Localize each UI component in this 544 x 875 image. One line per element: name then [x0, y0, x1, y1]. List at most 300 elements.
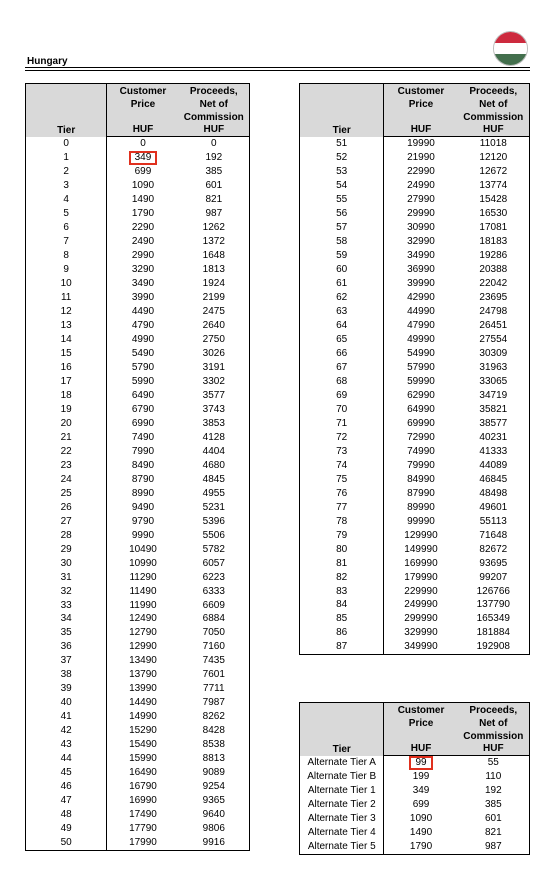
- tier-cell: 68: [300, 375, 384, 389]
- customer-price-header-line1: Customer: [397, 86, 445, 97]
- proceeds-cell: 55113: [479, 515, 507, 527]
- proceeds-cell: 16530: [479, 207, 508, 219]
- table-row: [300, 770, 530, 784]
- customer-price-cell: 1490: [409, 826, 433, 838]
- tier-cell: 31: [26, 571, 107, 585]
- table-row: [300, 640, 530, 654]
- price-table-tiers-51-87: [299, 83, 530, 655]
- table-row: [300, 487, 530, 501]
- customer-price-cell: 8990: [131, 487, 155, 499]
- tier-cell: 34: [26, 612, 107, 626]
- proceeds-cell: 93695: [479, 557, 508, 569]
- proceeds-cell: 4680: [202, 459, 225, 471]
- customer-price-cell: 199: [412, 771, 430, 782]
- tier-cell: 75: [300, 473, 384, 487]
- proceeds-header-line3: Commission: [463, 112, 524, 123]
- tier-cell: 30: [26, 557, 107, 571]
- table-row: [26, 263, 250, 277]
- tier-cell: 69: [300, 389, 384, 403]
- customer-price-cell: 72990: [407, 431, 435, 443]
- customer-price-cell: 22990: [407, 165, 435, 177]
- proceeds-cell: 34719: [479, 389, 508, 401]
- proceeds-cell: 24798: [479, 305, 508, 317]
- tier-cell: 48: [26, 808, 107, 822]
- table-row: [26, 417, 250, 431]
- proceeds-cell: 40231: [479, 431, 508, 443]
- customer-price-cell: 4490: [131, 305, 155, 317]
- customer-price-header: [384, 84, 458, 125]
- tier-header: Tier: [26, 84, 107, 137]
- customer-price-cell: 6790: [131, 403, 155, 415]
- tier-cell: 8: [26, 249, 107, 263]
- tier-cell: 86: [300, 626, 384, 640]
- table-row: [300, 798, 530, 812]
- proceeds-cell: 9806: [202, 823, 225, 835]
- customer-price-cell: 27990: [407, 193, 435, 205]
- customer-price-cell: 6990: [131, 417, 155, 429]
- customer-price-cell: 5790: [131, 361, 155, 373]
- customer-price-cell: [107, 151, 179, 165]
- customer-price-cell: 64990: [407, 403, 435, 415]
- table-row: [300, 445, 530, 459]
- proceeds-header-line1: Proceeds,: [469, 705, 518, 716]
- customer-price-cell: 169990: [404, 557, 438, 569]
- tier-cell: 20: [26, 417, 107, 431]
- table-row: [26, 305, 250, 319]
- tier-cell: 63: [300, 305, 384, 319]
- table-row: [300, 151, 530, 165]
- customer-price-cell: 19990: [407, 138, 435, 149]
- tier-cell: 21: [26, 431, 107, 445]
- proceeds-cell: 22042: [479, 277, 508, 289]
- table-row: [26, 375, 250, 389]
- proceeds-cell: 385: [484, 798, 502, 810]
- proceeds-cell: 9254: [202, 781, 225, 793]
- customer-price-cell: 24990: [407, 179, 435, 191]
- table-row: [300, 585, 530, 599]
- table-row: [26, 696, 250, 710]
- tier-cell: 47: [26, 794, 107, 808]
- proceeds-cell: 71648: [479, 529, 508, 541]
- proceeds-cell: 181884: [476, 627, 510, 639]
- table-row: [26, 557, 250, 571]
- tier-cell: Alternate Tier 1: [300, 784, 384, 798]
- table-row: [26, 151, 250, 165]
- customer-price-header-line2: Price: [408, 99, 434, 110]
- customer-price-cell: 3490: [131, 277, 155, 289]
- tier-cell: 60: [300, 263, 384, 277]
- customer-price-cell: 8790: [131, 473, 155, 485]
- table-row: [300, 235, 530, 249]
- table-row: [26, 291, 250, 305]
- table-row: [300, 389, 530, 403]
- proceeds-cell: 6223: [202, 571, 225, 583]
- table-row: [300, 756, 530, 771]
- customer-price-cell: 1790: [131, 207, 155, 219]
- customer-price-cell: 15990: [129, 753, 157, 765]
- table-row: [26, 780, 250, 794]
- table-row: [300, 473, 530, 487]
- customer-price-cell: 15290: [129, 725, 157, 737]
- highlighted-price: 349: [129, 151, 158, 165]
- customer-price-cell: 349990: [404, 641, 438, 653]
- proceeds-cell: 9916: [202, 837, 225, 849]
- customer-price-cell: 9990: [131, 529, 155, 541]
- customer-price-cell: 44990: [407, 305, 435, 317]
- table-row: [300, 840, 530, 854]
- tier-cell: 64: [300, 319, 384, 333]
- proceeds-cell: 41333: [479, 445, 508, 457]
- customer-price-cell: 329990: [404, 627, 438, 639]
- title-rule-double: [25, 70, 530, 71]
- table-row: [26, 752, 250, 766]
- proceeds-cell: 110: [485, 771, 502, 782]
- tier-cell: 4: [26, 193, 107, 207]
- tier-cell: 10: [26, 277, 107, 291]
- proceeds-currency-header: HUF: [179, 124, 250, 137]
- proceeds-cell: 8428: [202, 725, 225, 737]
- customer-price-cell: 12790: [129, 627, 157, 639]
- proceeds-cell: 7160: [202, 641, 225, 653]
- tier-cell: 83: [300, 585, 384, 599]
- tier-cell: 72: [300, 431, 384, 445]
- customer-price-cell: 11490: [129, 585, 157, 597]
- customer-price-cell: 13790: [129, 669, 157, 681]
- proceeds-cell: 8813: [202, 753, 225, 765]
- proceeds-cell: 2199: [202, 291, 225, 303]
- proceeds-header-line1: Proceeds,: [469, 86, 518, 97]
- customer-price-cell: 32990: [407, 235, 435, 247]
- tier-cell: 54: [300, 179, 384, 193]
- customer-price-cell: 29990: [407, 207, 435, 219]
- customer-price-cell: 4790: [131, 319, 155, 331]
- customer-price-cell: 2490: [131, 235, 155, 247]
- customer-price-cell: 5990: [131, 375, 155, 387]
- proceeds-cell: 9365: [202, 795, 225, 807]
- customer-price-cell: 179990: [404, 571, 438, 583]
- table-row: [26, 710, 250, 724]
- table-row: [300, 319, 530, 333]
- customer-price-cell: 6490: [131, 389, 155, 401]
- proceeds-cell: 19286: [479, 249, 508, 261]
- customer-price-cell: 2290: [131, 221, 155, 233]
- tier-cell: 42: [26, 724, 107, 738]
- table-row: [300, 277, 530, 291]
- tier-cell: 56: [300, 207, 384, 221]
- table-row: [26, 249, 250, 263]
- table-row: [26, 501, 250, 515]
- proceeds-currency-header: HUF: [458, 743, 530, 756]
- proceeds-cell: 9640: [202, 809, 225, 821]
- table-row: [300, 291, 530, 305]
- customer-price-cell: 3290: [131, 263, 155, 275]
- customer-price-cell: 30990: [407, 221, 435, 233]
- customer-price-cell: 87990: [407, 487, 435, 499]
- proceeds-cell: 4404: [202, 445, 225, 457]
- tier-cell: 58: [300, 235, 384, 249]
- proceeds-header: [179, 84, 250, 125]
- customer-price-cell: 34990: [407, 249, 435, 261]
- proceeds-cell: 30309: [479, 347, 508, 359]
- tier-cell: 19: [26, 403, 107, 417]
- proceeds-cell: 385: [205, 165, 223, 177]
- tier-cell: 51: [300, 137, 384, 151]
- table-row: [26, 487, 250, 501]
- tier-cell: 55: [300, 193, 384, 207]
- tier-cell: 1: [26, 151, 107, 165]
- proceeds-cell: 6609: [202, 599, 225, 611]
- tier-cell: 22: [26, 445, 107, 459]
- customer-price-cell: 249990: [404, 599, 438, 611]
- table-row: [300, 612, 530, 626]
- table-row: [26, 654, 250, 668]
- tier-cell: 26: [26, 501, 107, 515]
- tier-cell: 66: [300, 347, 384, 361]
- proceeds-cell: 1924: [202, 277, 225, 289]
- table-row: [26, 640, 250, 654]
- country-title: Hungary: [27, 56, 68, 67]
- tier-cell: 67: [300, 361, 384, 375]
- title-rule: [25, 67, 530, 68]
- proceeds-cell: 126766: [476, 585, 510, 597]
- proceeds-cell: 7987: [202, 697, 225, 709]
- table-row: [300, 543, 530, 557]
- proceeds-cell: 3302: [202, 375, 225, 387]
- tier-cell: 78: [300, 515, 384, 529]
- tier-cell: 53: [300, 165, 384, 179]
- flag-stripe-red: [494, 32, 527, 43]
- customer-price-cell: 47990: [407, 319, 435, 331]
- proceeds-cell: 2750: [202, 333, 225, 345]
- customer-price-cell: 17490: [129, 809, 157, 821]
- table-row: [26, 585, 250, 599]
- table-row: [26, 808, 250, 822]
- customer-price-cell: 11990: [129, 599, 157, 611]
- table-row: [300, 193, 530, 207]
- proceeds-cell: 0: [211, 138, 217, 149]
- table-row: [300, 263, 530, 277]
- proceeds-cell: 7050: [202, 627, 225, 639]
- proceeds-cell: 49601: [479, 501, 508, 513]
- customer-price-cell: 15490: [129, 739, 157, 751]
- tier-cell: 37: [26, 654, 107, 668]
- proceeds-cell: 1262: [202, 221, 225, 233]
- proceeds-cell: 33065: [479, 375, 508, 387]
- proceeds-cell: 2475: [202, 305, 225, 317]
- tier-cell: 27: [26, 515, 107, 529]
- customer-price-cell: 79990: [407, 459, 435, 471]
- customer-price-cell: 1490: [131, 193, 155, 205]
- table-row: [26, 403, 250, 417]
- tier-cell: Alternate Tier 5: [300, 840, 384, 854]
- proceeds-cell: 5231: [202, 501, 225, 513]
- tier-cell: 35: [26, 626, 107, 640]
- customer-price-cell: 7490: [131, 431, 155, 443]
- table-row: [300, 826, 530, 840]
- customer-price-cell: 36990: [407, 263, 435, 275]
- customer-price-cell: 9490: [131, 501, 155, 513]
- tier-cell: 32: [26, 585, 107, 599]
- proceeds-cell: 4845: [202, 473, 225, 485]
- proceeds-cell: 601: [484, 812, 502, 824]
- proceeds-cell: 1648: [202, 249, 225, 261]
- tier-cell: 43: [26, 738, 107, 752]
- tier-cell: 3: [26, 179, 107, 193]
- tier-cell: 17: [26, 375, 107, 389]
- tier-cell: 23: [26, 459, 107, 473]
- customer-price-cell: 16490: [129, 767, 157, 779]
- table-row: [26, 822, 250, 836]
- price-currency-header: HUF: [384, 743, 458, 756]
- customer-price-cell: 12990: [129, 641, 157, 653]
- customer-price-cell: 4990: [131, 333, 155, 345]
- customer-price-cell: 57990: [407, 361, 435, 373]
- tier-cell: 24: [26, 473, 107, 487]
- tier-cell: 28: [26, 529, 107, 543]
- tier-cell: 15: [26, 347, 107, 361]
- proceeds-currency-header: HUF: [458, 124, 530, 137]
- tier-cell: Alternate Tier B: [300, 770, 384, 784]
- tier-cell: 2: [26, 165, 107, 179]
- table-row: [300, 557, 530, 571]
- proceeds-cell: 20388: [479, 263, 508, 275]
- tier-cell: 44: [26, 752, 107, 766]
- customer-price-cell: 10990: [129, 557, 157, 569]
- table-row: [300, 361, 530, 375]
- tier-cell: 39: [26, 682, 107, 696]
- proceeds-cell: 15428: [479, 193, 508, 205]
- customer-price-cell: 17990: [129, 837, 157, 849]
- customer-price-cell: 299990: [404, 613, 438, 625]
- table-row: [26, 459, 250, 473]
- proceeds-cell: 27554: [479, 333, 508, 345]
- price-currency-header: HUF: [107, 124, 179, 137]
- customer-price-cell: 1790: [409, 840, 433, 852]
- customer-price-cell: 42990: [407, 291, 435, 303]
- tier-cell: 80: [300, 543, 384, 557]
- customer-price-cell: 54990: [407, 347, 435, 359]
- tier-cell: 13: [26, 319, 107, 333]
- table-row: [300, 165, 530, 179]
- table-row: [26, 333, 250, 347]
- proceeds-header-line2: Net of: [479, 99, 508, 110]
- table-row: [300, 598, 530, 612]
- tier-cell: Alternate Tier 4: [300, 826, 384, 840]
- table-row: [26, 193, 250, 207]
- table-row: [300, 812, 530, 826]
- tier-cell: 87: [300, 640, 384, 654]
- tier-cell: 62: [300, 291, 384, 305]
- customer-price-cell: 99990: [407, 515, 435, 527]
- proceeds-cell: 55: [487, 757, 499, 768]
- table-row: [26, 431, 250, 445]
- table-row: [300, 137, 530, 151]
- table-row: [26, 179, 250, 193]
- proceeds-cell: 7601: [202, 669, 225, 681]
- customer-price-cell: 8490: [131, 459, 155, 471]
- proceeds-cell: 46845: [479, 473, 508, 485]
- proceeds-cell: 165349: [476, 613, 510, 625]
- tier-cell: 11: [26, 291, 107, 305]
- table-row: [26, 137, 250, 151]
- proceeds-cell: 31963: [479, 361, 508, 373]
- table-row: [300, 417, 530, 431]
- customer-price-cell: 21990: [407, 151, 435, 163]
- tier-cell: 73: [300, 445, 384, 459]
- tier-cell: 70: [300, 403, 384, 417]
- proceeds-cell: 26451: [479, 319, 508, 331]
- proceeds-cell: 18183: [479, 235, 508, 247]
- table-row: [300, 179, 530, 193]
- tier-cell: 81: [300, 557, 384, 571]
- table-row: [26, 473, 250, 487]
- customer-price-cell: 59990: [407, 375, 435, 387]
- proceeds-cell: 17081: [479, 221, 508, 233]
- table-row: [26, 235, 250, 249]
- tier-header: Tier: [300, 84, 384, 137]
- table-row: [300, 305, 530, 319]
- customer-price-cell: 12490: [129, 613, 157, 625]
- tier-cell: 25: [26, 487, 107, 501]
- customer-price-cell: 1090: [131, 179, 155, 191]
- tier-cell: 82: [300, 571, 384, 585]
- customer-price-cell: 349: [412, 784, 430, 796]
- tier-cell: 59: [300, 249, 384, 263]
- proceeds-cell: 5782: [202, 543, 225, 555]
- proceeds-cell: 23695: [479, 291, 508, 303]
- table-row: [26, 165, 250, 179]
- customer-price-cell: 84990: [407, 473, 435, 485]
- proceeds-cell: 3853: [202, 417, 225, 429]
- tier-cell: 41: [26, 710, 107, 724]
- customer-price-header-line2: Price: [408, 718, 434, 729]
- customer-price-cell: 62990: [407, 389, 435, 401]
- hungary-flag-icon: [494, 32, 527, 65]
- proceeds-cell: 11018: [479, 138, 507, 149]
- proceeds-cell: 38577: [479, 417, 508, 429]
- customer-price-cell: 9790: [131, 515, 155, 527]
- table-row: [26, 361, 250, 375]
- proceeds-header-line3: Commission: [463, 731, 524, 742]
- proceeds-cell: 12672: [479, 165, 508, 177]
- price-table-tiers-0-50: [25, 83, 250, 851]
- proceeds-cell: 192: [205, 151, 223, 163]
- table-row: [26, 347, 250, 361]
- tier-cell: 0: [26, 137, 107, 151]
- proceeds-cell: 7711: [203, 683, 225, 695]
- table-row: [26, 389, 250, 403]
- tier-cell: 36: [26, 640, 107, 654]
- proceeds-cell: 8262: [202, 711, 225, 723]
- customer-price-cell: 13490: [129, 655, 157, 667]
- tier-cell: 46: [26, 780, 107, 794]
- proceeds-cell: 9089: [202, 767, 225, 779]
- customer-price-header: [107, 84, 179, 125]
- table-row: [300, 249, 530, 263]
- customer-price-cell: 69990: [407, 417, 435, 429]
- tier-cell: 9: [26, 263, 107, 277]
- proceeds-cell: 4955: [202, 487, 225, 499]
- proceeds-cell: 4128: [202, 431, 225, 443]
- proceeds-cell: 137790: [476, 599, 510, 611]
- proceeds-cell: 987: [484, 840, 502, 852]
- proceeds-cell: 8538: [202, 739, 225, 751]
- tier-cell: Alternate Tier 3: [300, 812, 384, 826]
- highlighted-price: 99: [409, 756, 432, 770]
- table-row: [26, 515, 250, 529]
- proceeds-cell: 82672: [479, 543, 508, 555]
- proceeds-cell: 12120: [479, 151, 508, 163]
